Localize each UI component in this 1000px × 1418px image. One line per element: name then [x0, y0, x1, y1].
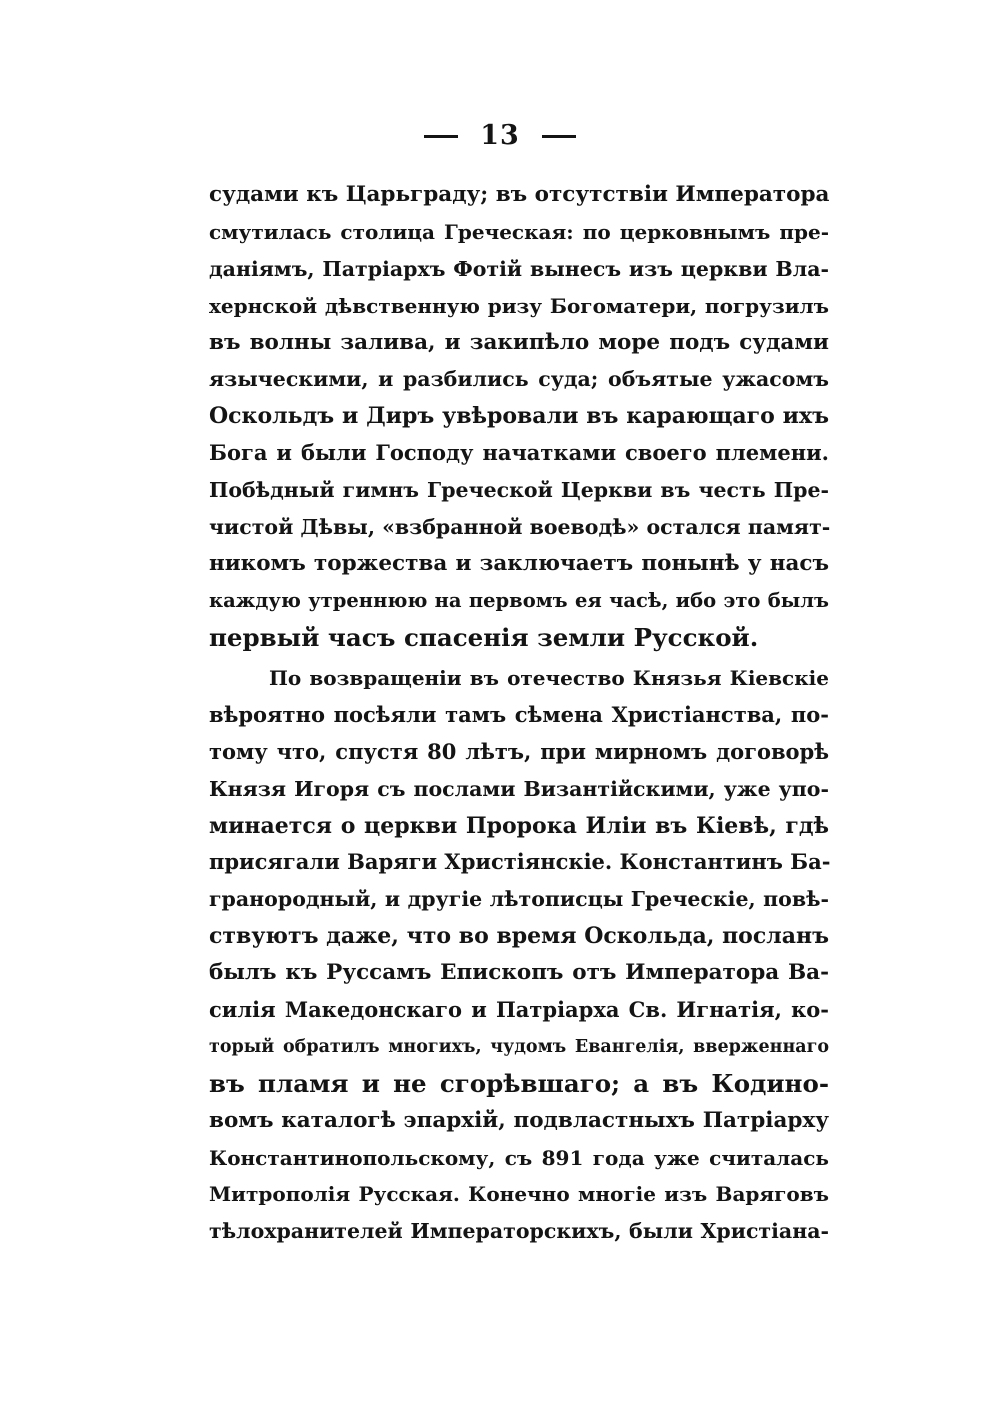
- text-line: минается о церкви Пророка Иліи въ Кіевѣ, гдѣ: [209, 812, 829, 839]
- text-line: тому что, спустя 80 лѣтъ, при мирномъ договорѣ: [209, 738, 829, 764]
- text-line: По возвращеніи въ отечество Князья Кіевскіе: [269, 666, 829, 690]
- text-line: Князя Игоря съ послами Византійскими, уже упо-: [209, 776, 829, 801]
- text-line: въ волны залива, и закипѣло море подъ судами: [209, 329, 829, 355]
- text-line: тѣлохранителей Императорскихъ, были Христіана-: [209, 1219, 829, 1244]
- text-line: силія Македонскаго и Патріарха Св. Игнатія, ко-: [209, 997, 829, 1023]
- text-line: Бога и были Господу начатками своего племени.: [209, 440, 829, 466]
- text-line: Митрополія Русская. Конечно многіе изъ Варяговъ: [209, 1182, 829, 1207]
- text-line: ствуютъ даже, что во время Оскольда, посланъ: [209, 923, 829, 950]
- text-line: былъ къ Руссамъ Епископъ отъ Императора Ва-: [209, 960, 829, 986]
- text-line: вѣроятно посѣяли тамъ сѣмена Христіанства, по-: [209, 701, 829, 727]
- text-line: даніямъ, Патріархъ Фотій вынесъ изъ церкви Вла-: [209, 256, 829, 281]
- text-line: Оскольдъ и Диръ увѣровали въ карающаго ихъ: [209, 403, 829, 430]
- text-line: языческими, и разбились суда; объятые ужасомъ: [209, 367, 829, 392]
- text-line: чистой Дѣвы, «взбранной воеводѣ» остался памят-: [209, 515, 831, 540]
- text-line: первый часъ спасенія земли Русской.: [209, 622, 759, 652]
- left-dash: [424, 135, 458, 138]
- text-line: торый обратилъ многихъ, чудомъ Евангелія, вверженнаго: [209, 1036, 829, 1057]
- text-line: вомъ каталогѣ эпархій, подвластныхъ Патріарху: [209, 1107, 829, 1133]
- text-line: присягали Варяги Христіянскіе. Константинъ Ба-: [209, 849, 831, 875]
- text-line: хернской дѣвственную ризу Богоматери, погрузилъ: [209, 293, 829, 318]
- paragraph-2: [209, 660, 829, 1250]
- text-line: гранородный, и другіе лѣтописцы Греческіе, повѣ-: [209, 887, 829, 912]
- page-number-header: [0, 118, 1000, 154]
- text-line: судами къ Царьграду; въ отсутствіи Императора: [209, 182, 830, 207]
- paragraph-1: [209, 177, 829, 657]
- text-line: Побѣдный гимнъ Греческой Церкви въ честь Пре-: [209, 478, 829, 503]
- text-line: въ пламя и не сгорѣвшаго; а въ Кодино-: [209, 1068, 829, 1098]
- page-number: 13: [480, 120, 520, 151]
- text-line: Константинопольскому, съ 891 года уже считалась: [209, 1145, 829, 1170]
- text-line: смутилась столица Греческая: по церковнымъ пре-: [209, 219, 829, 244]
- text-line: каждую утреннюю на первомъ ея часѣ, ибо это былъ: [209, 588, 829, 612]
- right-dash: [542, 135, 576, 138]
- text-line: никомъ торжества и заключаетъ понынѣ у насъ: [209, 550, 829, 576]
